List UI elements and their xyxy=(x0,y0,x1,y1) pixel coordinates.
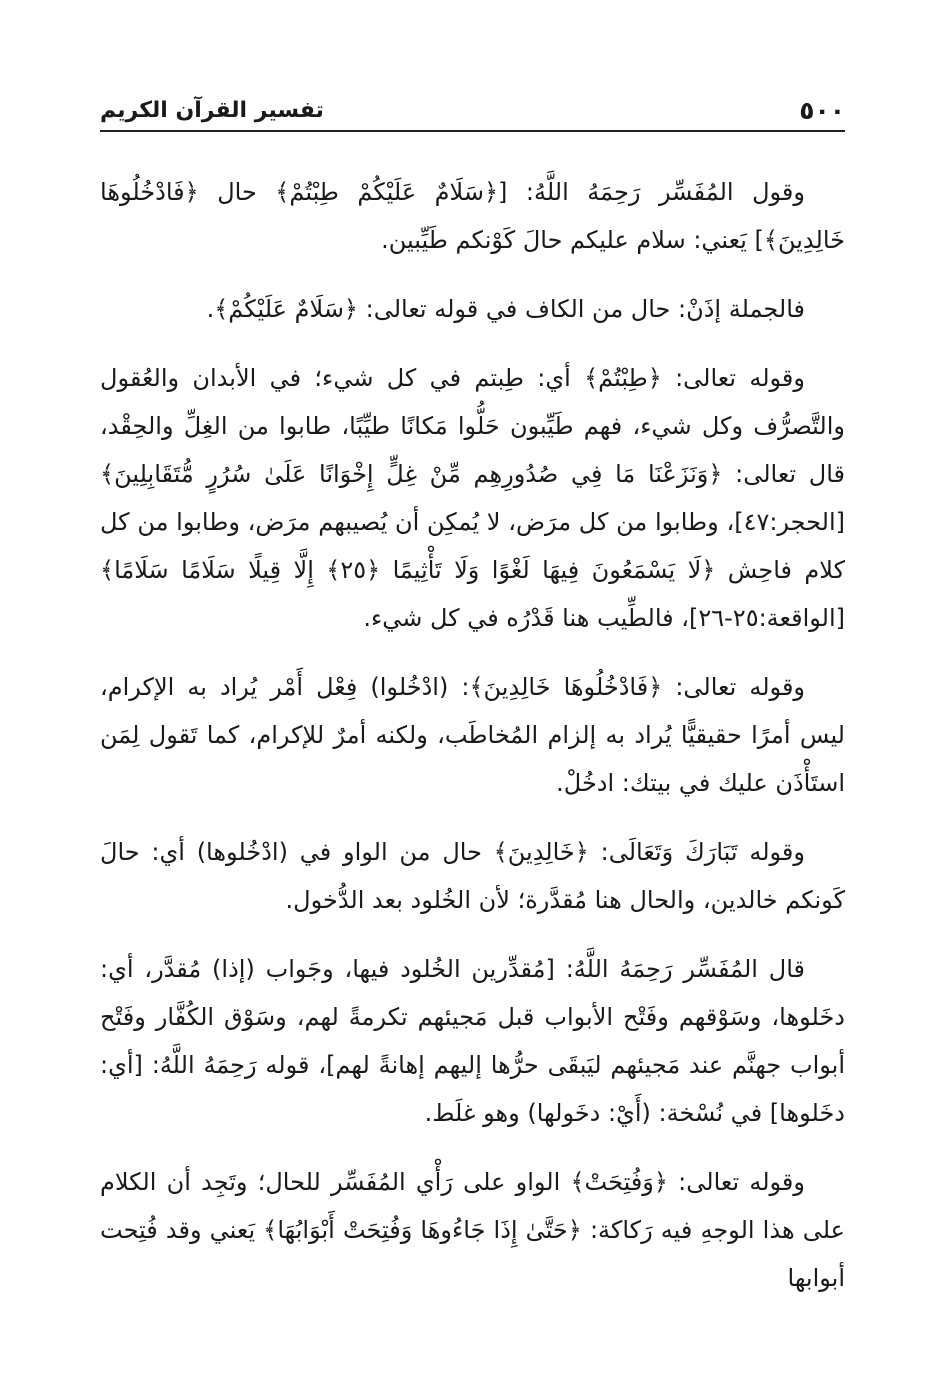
paragraph: وقول المُفَسِّر رَحِمَهُ اللَّهُ: [﴿سَلَامٌ عَلَيْكُمْ طِبْتُمْ﴾ حال ﴿فَادْخُلُوهَا خَالِدِينَ﴾] يَعني: سلام عليكم حالَ كَوْنكم طَيِّبين. xyxy=(100,178,845,254)
paragraph: فالجملة إذَنْ: حال من الكاف في قوله تعالى: ﴿سَلَامٌ عَلَيْكُمْ﴾. xyxy=(206,295,805,323)
paragraph: قال المُفَسِّر رَحِمَهُ اللَّهُ: [مُقدِّرين الخُلود فيها، وجَواب (إذا) مُقدَّر، أي: دخَلوها، وسَوْقهم وفَتْح الأبواب قبل مَجيئهم تكرمةً لهم، وسَوْق الكُفَّار وفَتْح أبواب جهنَّم عند مَجيئهم ليَبقَى حرُّها إليهم إهانةً لهم]، قوله رَحِمَهُ اللَّهُ: [أي: دخَلوها] في نُسْخة: (أَيْ: دخَولها) وهو غلَط. xyxy=(100,955,845,1127)
book-title: تفسير القرآن الكريم xyxy=(100,98,324,123)
paragraph: وقوله تَبَارَكَ وَتَعَالَى: ﴿خَالِدِينَ﴾ حال من الواو في (ادْخُلوها) أي: حالَ كَونكم خالدين، والحال هنا مُقدَّرة؛ لأن الخُلود بعد الدُّخول. xyxy=(100,838,845,914)
paragraph: وقوله تعالى: ﴿طِبْتُمْ﴾ أي: طِبتم في كل شيء؛ في الأبدان والعُقول والتَّصرُّف وكل شيء، فهم طَيِّبون حَلُّوا مَكانًا طيِّبًا، طابوا من الغِلِّ والحِقْد، قال تعالى: ﴿وَنَزَعْنَا مَا فِي صُدُورِهِم مِّنْ غِلٍّ إِخْوَانًا عَلَىٰ سُرُرٍ مُّتَقَابِلِينَ﴾ [الحجر:٤٧]، وطابوا من كل مرَض، لا يُمكِن أن يُصيبهم مرَض، وطابوا من كل كلام فاحِش ﴿لَا يَسْمَعُونَ فِيهَا لَغْوًا وَلَا تَأْثِيمًا ﴿٢٥﴾ إِلَّا قِيلًا سَلَامًا سَلَامًا﴾ [الواقعة:٢٥-٢٦]، فالطِّيب هنا قَدْرُه في كل شيء. xyxy=(100,364,845,632)
paragraph: وقوله تعالى: ﴿فَادْخُلُوهَا خَالِدِينَ﴾: (ادْخُلوا) فِعْل أَمْر يُراد به الإكرام، ليس أمرًا حقيقيًّا يُراد به إلزام المُخاطَب، ولكنه أمرٌ للإكرام، كما تَقول لِمَن استَأْذَن عليك في بيتك: ادخُلْ. xyxy=(100,673,845,797)
page-body xyxy=(100,168,845,1323)
paragraph: وقوله تعالى: ﴿وَفُتِحَتْ﴾ الواو على رَأْي المُفَسِّر للحال؛ وتَجِد أن الكلام على هذا الوجهِ فيه رَكاكة: ﴿حَتَّىٰ إِذَا جَاءُوهَا وَفُتِحَتْ أَبْوَابُهَا﴾ يَعني وقد فُتِحت أبوابها xyxy=(100,1168,845,1292)
page-header xyxy=(100,90,845,132)
page-number: ٥٠٠ xyxy=(799,96,845,125)
